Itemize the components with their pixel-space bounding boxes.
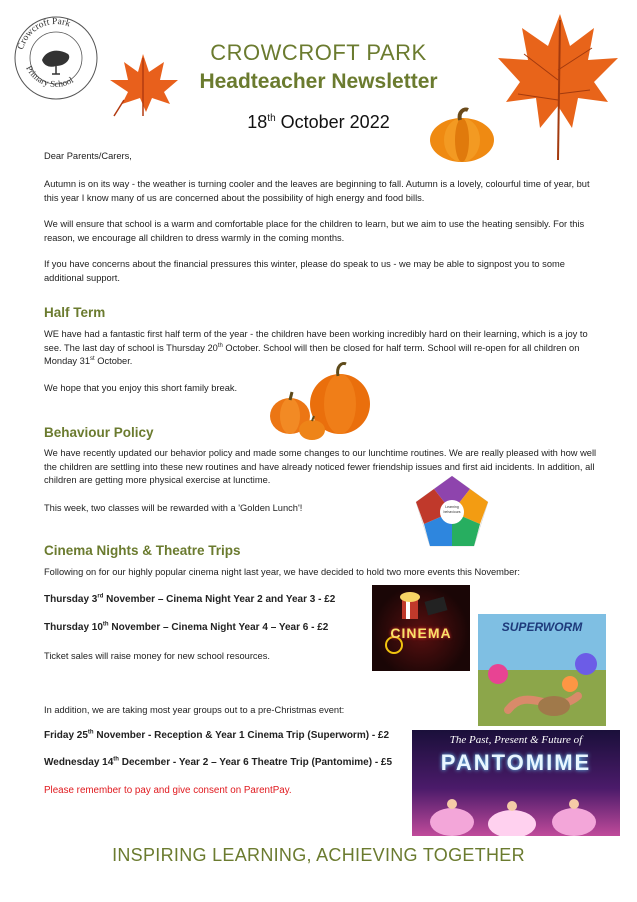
event-3-sup: th: [87, 729, 94, 736]
half-term-sup-1: th: [217, 342, 223, 349]
behaviour-paragraph-2: This week, two classes will be rewarded with a 'Golden Lunch'!: [44, 503, 303, 513]
superworm-image: [478, 614, 606, 726]
cinema-sign-text: CINEMA: [390, 625, 452, 641]
newsletter-date: [200, 112, 437, 133]
pantomime-image: [412, 730, 620, 836]
superworm-title: SUPERWORM: [501, 620, 583, 634]
cinema-heading: Cinema Nights & Theatre Trips: [44, 543, 241, 558]
half-term-paragraph-2: We hope that you enjoy this short family break.: [44, 383, 238, 393]
cinema-image: [372, 585, 470, 671]
half-term-text-c: October.: [94, 356, 133, 366]
event-cinema-night-2: [44, 622, 328, 633]
learning-behaviours-diagram: [414, 474, 490, 555]
date-rest: October 2022: [275, 112, 390, 132]
logo-bottom-text: Primary School: [24, 63, 75, 90]
pantomime-line-1: The Past, Present & Future of: [449, 734, 583, 746]
behaviour-paragraph-1: We have recently updated our behavior policy and made some changes to our lunchtime routines. We are really pleased with how well the children are settling into these new routines and have already noticed fewer friendship issues and first aid incidents. In addition, all children are getting more physical exercise at lunctime.: [44, 448, 597, 485]
footer-motto: INSPIRING LEARNING, ACHIEVING TOGETHER: [112, 845, 525, 865]
date-suffix: th: [267, 113, 276, 124]
cinema-paragraph-3: In addition, we are taking most year groups out to a pre-Christmas event:: [44, 705, 345, 715]
intro-paragraph-1: Autumn is on its way - the weather is turning cooler and the leaves are beginning to fall. Autumn is a lovely, colourful time of year, but this year I know many of us are concerned about the possibility of high energy and food bills.: [44, 179, 590, 203]
half-term-text-a: WE have had a fantastic first half term of the year - the children have been working incredibly hard on their learning, which is a joy to see. The last day of school is Thursday 20: [44, 329, 588, 353]
event-2-b: November – Cinema Night Year 4 – Year 6 - £2: [108, 622, 329, 633]
school-name: CROWCROFT PARK: [210, 40, 427, 65]
greeting: Dear Parents/Carers,: [44, 151, 132, 161]
cinema-paragraph-1: Following on for our highly popular cinema night last year, we have decided to hold two more events this November:: [44, 567, 520, 577]
pantomime-line-2: PANTOMIME: [440, 750, 592, 775]
date-day: 18: [247, 112, 268, 132]
pumpkins-group-icon: [268, 358, 378, 447]
event-superworm-trip: [44, 730, 389, 741]
intro-paragraph-2: We will ensure that school is a warm and comfortable place for the children to learn, but we aim to use the heating sensibly. For this reason, we encourage all children to dress warmly in the coming months.: [44, 219, 585, 243]
event-2-a: Thursday 10: [44, 622, 103, 633]
intro-paragraph-3: If you have concerns about the financial pressures this winter, please do speak to us - we may be able to signpost you to some additional support.: [44, 259, 565, 283]
event-4-b: December - Year 2 – Year 6 Theatre Trip (Pantomime) - £5: [118, 757, 393, 768]
half-term-heading: Half Term: [44, 305, 106, 320]
event-2-sup: th: [102, 621, 109, 628]
event-4-sup: th: [113, 756, 119, 763]
logo-top-text: Crowcroft Park: [16, 16, 72, 52]
diagram-label: Learning behaviours: [443, 505, 461, 514]
event-cinema-night-1: [44, 594, 335, 605]
event-3-b: November - Reception & Year 1 Cinema Trip (Superworm) - £2: [93, 730, 390, 741]
svg-text:Primary School: [24, 64, 75, 89]
school-logo: [12, 14, 100, 102]
half-term-text-b: October. School will then be closed for half term. School will re-open for all children on Monday 31: [44, 342, 580, 366]
event-1-a: Thursday 3: [44, 594, 98, 605]
svg-text:Crowcroft Park: [16, 17, 72, 51]
event-3-a: Friday 25: [44, 730, 88, 741]
parentpay-reminder: Please remember to pay and give consent on ParentPay.: [44, 785, 292, 796]
maple-leaf-left-icon: [104, 50, 182, 125]
newsletter-title: Headteacher Newsletter: [199, 70, 438, 93]
half-term-sup-2: st: [90, 355, 95, 362]
cinema-paragraph-2: Ticket sales will raise money for new school resources.: [44, 651, 270, 661]
event-1-b: November – Cinema Night Year 2 and Year 3 - £2: [103, 594, 336, 605]
event-1-sup: rd: [97, 593, 104, 600]
behaviour-heading: Behaviour Policy: [44, 425, 154, 440]
event-4-a: Wednesday 14: [44, 757, 114, 768]
event-pantomime-trip: [44, 757, 392, 768]
